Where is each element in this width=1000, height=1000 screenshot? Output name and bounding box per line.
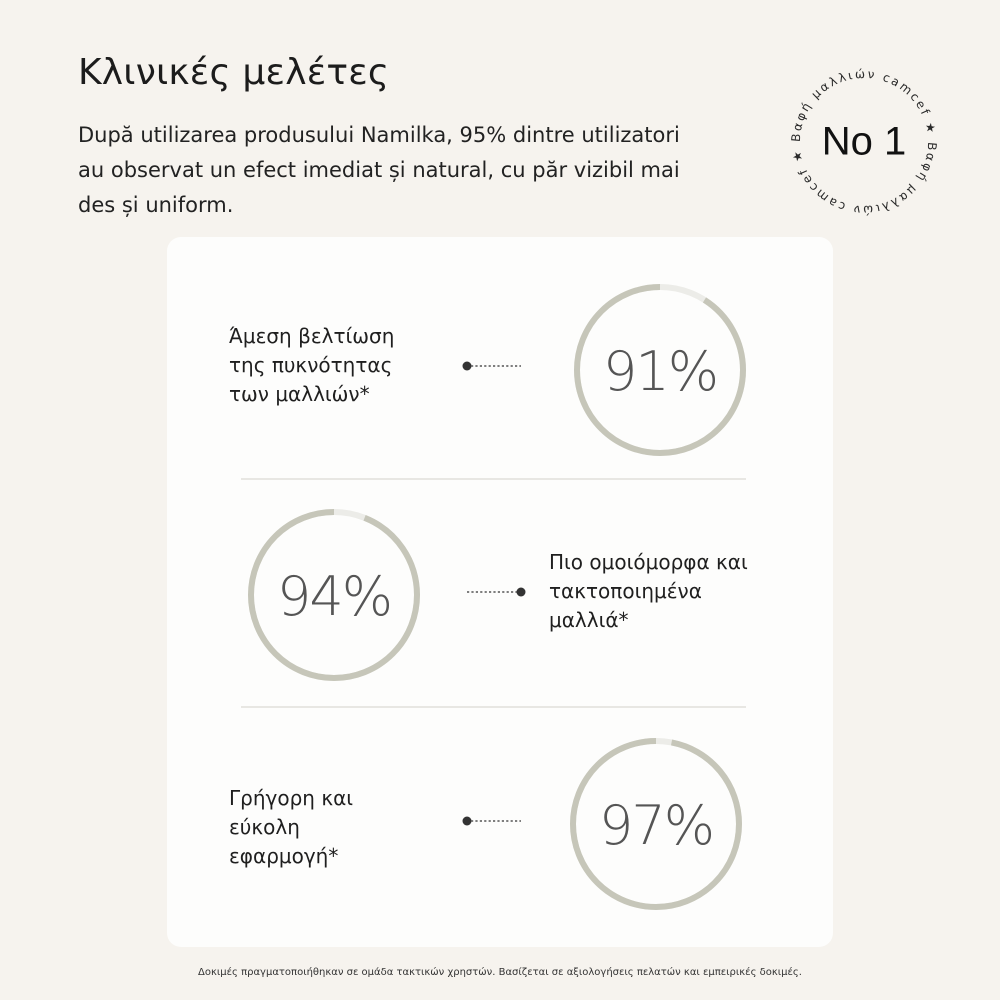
stat-ring-2 [241, 502, 427, 688]
no1-badge [778, 56, 950, 228]
stats-card [167, 237, 833, 947]
connector-3 [459, 812, 529, 832]
connector-1 [459, 357, 529, 377]
page-title: Κλινικές μελέτες [78, 52, 390, 93]
stat-ring-3 [563, 731, 749, 917]
divider-2 [241, 706, 746, 708]
stat-label-1: Άμεση βελτίωση της πυκνότητας των μαλλιών* [229, 324, 395, 406]
intro-text: După utilizarea produsului Namilka, 95% dintre utilizatori au observat un efect imediat și natural, cu păr vizibil mai des și uniform. [78, 123, 680, 217]
stat-label-2: Πιο ομοιόμορφα και τακτοποιημένα μαλλιά* [549, 550, 748, 632]
stat-value-1: 91% [602, 339, 718, 403]
badge-ring-text: Βαφή μαλλιών camcef ★ Βαφή μαλλιών camcef ★ [788, 66, 940, 218]
stat-value-2: 94% [276, 564, 392, 628]
connector-2 [463, 583, 533, 603]
stat-ring-1 [567, 277, 753, 463]
stat-label-3: Γρήγορη και εύκολη εφαρμογή* [229, 786, 354, 868]
divider-1 [241, 478, 746, 480]
footnote: Δοκιμές πραγματοποιήθηκαν σε ομάδα τακτικών χρηστών. Βασίζεται σε αξιολογήσεις πελατών και εμπειρικές δοκιμές. [198, 967, 802, 978]
stat-value-3: 97% [598, 793, 714, 857]
badge-main-text: No 1 [821, 119, 907, 164]
